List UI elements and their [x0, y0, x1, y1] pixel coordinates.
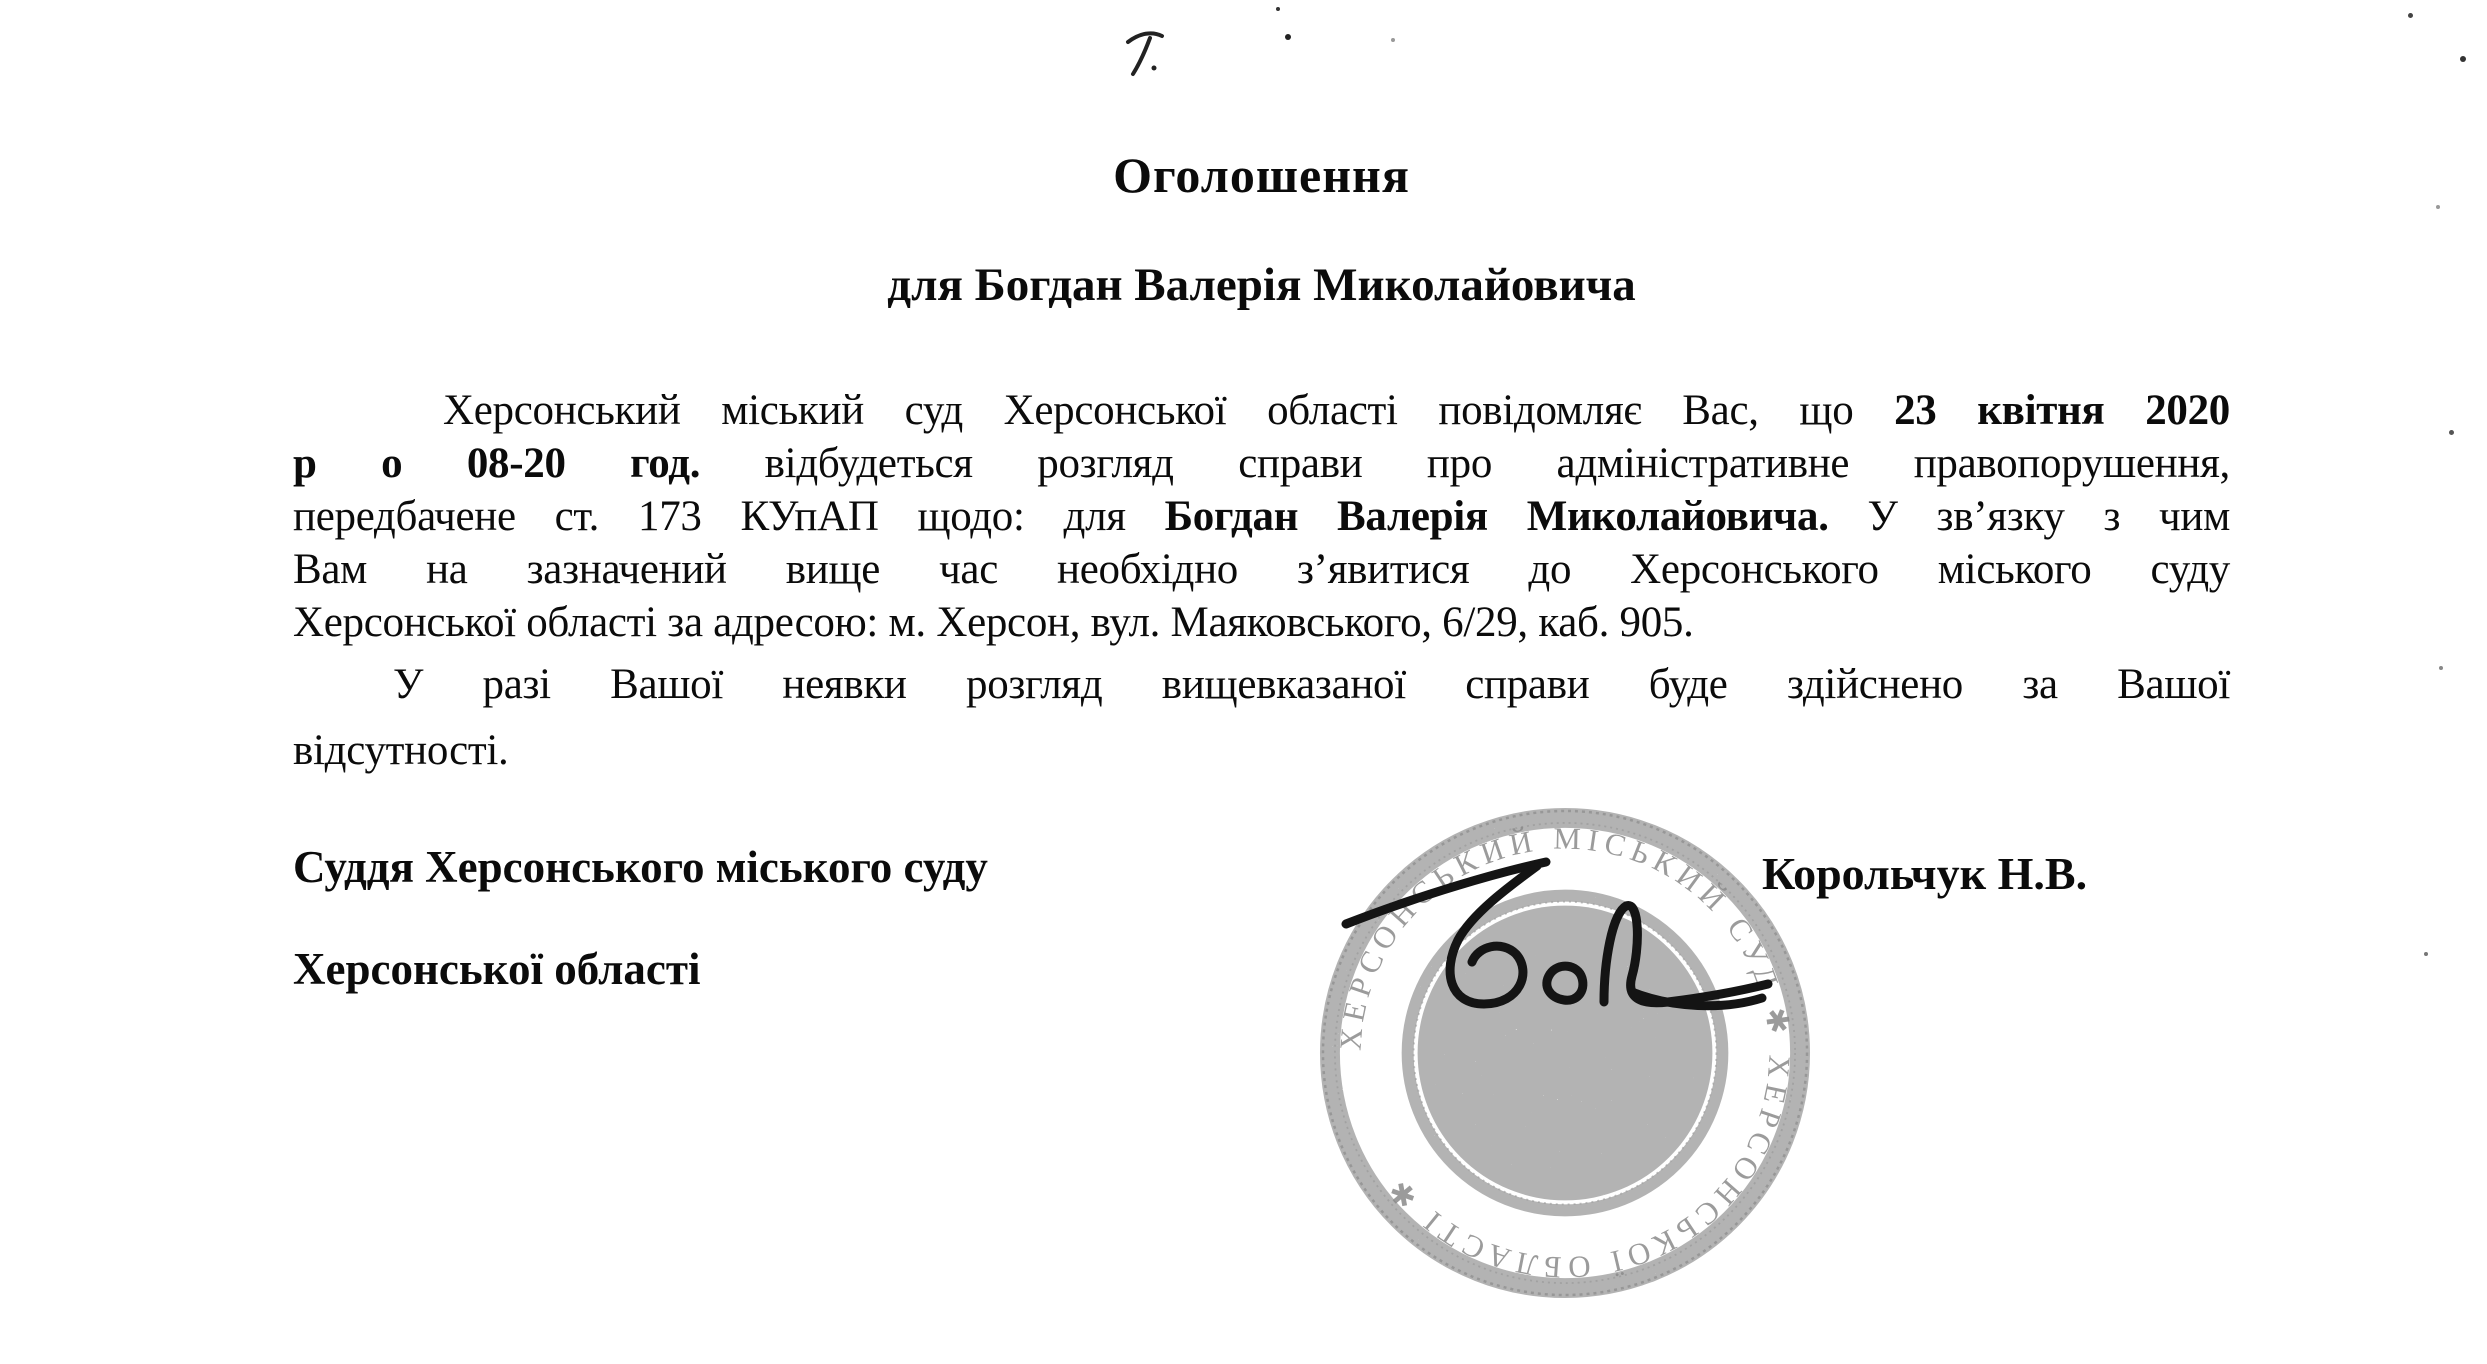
page-title: Оголошення	[1113, 147, 1410, 203]
notice-body	[293, 384, 2230, 777]
body-line: Вам на зазначений вище час необхідно з’явитися до Херсонського міського суду	[293, 546, 2230, 593]
addressee-line: для Богдан Валерія Миколайовича	[887, 259, 1636, 311]
page-number-scribble	[1118, 20, 1178, 84]
scan-speck	[1276, 7, 1280, 11]
scan-speck	[2439, 666, 2443, 670]
body-line: передбачене ст. 173 КУпАП щодо: для Богдан Валерія Миколайовича. У зв’язку з чим	[293, 493, 2230, 540]
scan-speck	[1391, 38, 1395, 42]
signer-title-line1: Суддя Херсонського міського суду	[293, 842, 988, 892]
scan-speck	[2449, 430, 2454, 435]
body-line: У разі Вашої неявки розгляд вищевказаної справи буде здійснено за Вашої	[393, 661, 2230, 708]
body-line: р о 08-20 год. відбудеться розгляд справи про адміністративне правопорушення,	[293, 440, 2230, 487]
scan-speck	[2436, 205, 2440, 209]
scan-speck	[2460, 56, 2466, 62]
scan-speck	[2424, 952, 2428, 956]
body-line: Херсонської області за адресою: м. Херсон, вул. Маяковського, 6/29, каб. 905.	[293, 599, 1694, 646]
scan-speck	[2408, 13, 2413, 18]
signer-title-line2: Херсонської області	[293, 944, 701, 994]
stamp-ring-text: ХЕРСОНСЬКИЙ МІСЬКИЙ СУД ✱ ХЕРСОНСЬКОЇ ОБЛАСТІ ✱	[1332, 820, 1798, 1286]
body-line: Херсонський міський суд Херсонської області повідомляє Вас, що 23 квітня 2020	[443, 387, 2230, 434]
judge-signature-ink	[1332, 832, 1792, 1052]
judge-name: Корольчук Н.В.	[1762, 848, 2088, 899]
scan-speck	[1285, 34, 1291, 40]
body-line: відсутності.	[293, 727, 509, 774]
